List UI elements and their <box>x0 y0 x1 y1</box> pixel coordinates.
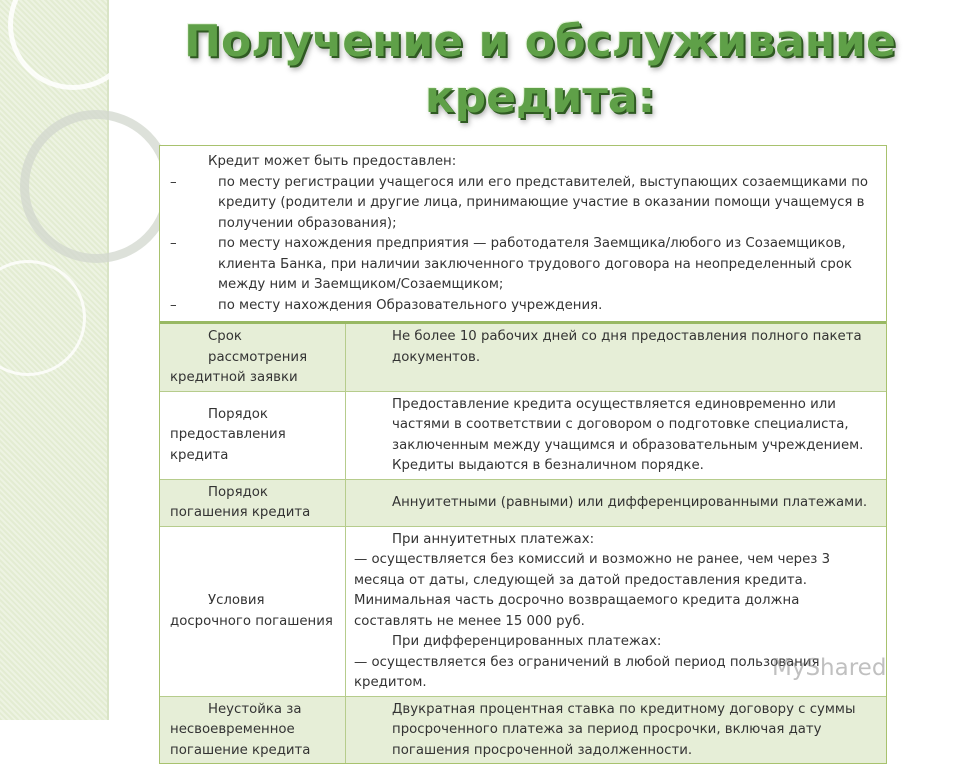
table-row <box>160 480 886 527</box>
list-item <box>170 234 878 296</box>
row-value-text: — осуществляется без ограничений в любой период пользования кредитом. <box>354 654 820 690</box>
row-label-first: Порядок <box>208 406 268 422</box>
list-item <box>170 296 878 317</box>
table-row <box>160 697 886 764</box>
slide-title-line-2: кредита: <box>424 72 656 123</box>
row-label <box>160 324 346 391</box>
row-label <box>160 392 346 479</box>
row-value <box>346 480 886 526</box>
list-item-text: по месту регистрации учащегося или его представителей, выступающих созаемщиками по кредиту (родители и другие лица, принимающие участие в оказании помощи учащемуся в получении образования); <box>218 174 869 231</box>
list-item-text: по месту нахождения Образовательного учреждения. <box>218 297 603 313</box>
row-label-rest: несвоевременное погашение кредита <box>170 722 311 758</box>
list-item-text: по месту нахождения предприятия — работодателя Заемщика/любого из Созаемщиков, клиента Банка, при наличии заключенного трудового договора на неопределенный срок между ним и Заемщиком/Созаемщиком; <box>218 236 853 292</box>
row-value-text: Предоставление кредита осуществляется единовременно или частями в соответствии с договором о подготовке специалиста, заключенным между учащимся и образовательным учреждением. Кредиты выдаются в безналичном порядке. <box>392 396 864 473</box>
table-row <box>160 324 886 392</box>
row-value <box>346 324 886 391</box>
row-value <box>346 392 886 479</box>
decorative-circle <box>20 110 173 263</box>
decorative-circle <box>0 260 86 376</box>
row-label <box>160 697 346 764</box>
row-value <box>346 697 886 764</box>
row-label-first: Неустойка за <box>208 701 302 717</box>
row-label-rest: предоставления кредита <box>170 427 286 463</box>
row-value-text: Двукратная процентная ставка по кредитному договору с суммы просроченного платежа за период просрочки, включая дату погашения просроченной задолженности. <box>392 701 856 758</box>
row-label-rest: кредитной заявки <box>170 370 298 385</box>
list-marker: – <box>170 174 177 190</box>
slide-title <box>160 14 920 126</box>
row-value-text: Аннуитетными (равными) или дифференцированными платежами. <box>392 494 868 510</box>
row-label-rest: погашения кредита <box>170 505 311 520</box>
row-value-text: При аннуитетных платежах: <box>392 531 595 547</box>
list-item <box>170 173 878 235</box>
row-label <box>160 527 346 696</box>
row-label <box>160 480 346 526</box>
watermark: MyShared <box>772 655 887 681</box>
row-label-first: Условия <box>208 593 265 608</box>
row-label-first: Порядок <box>208 484 268 500</box>
row-value-text: — осуществляется без комиссий и возможно не ранее, чем через 3 месяца от даты, следующей за датой предоставления кредита. Минимальная часть досрочно возвращаемого кредита должна составлять не менее 15 000 руб. <box>354 552 831 629</box>
row-value-text: При дифференцированных платежах: <box>392 634 662 649</box>
intro-block <box>160 146 886 324</box>
decorative-side-strip <box>0 0 109 720</box>
list-marker: – <box>170 236 177 251</box>
slide-title-line-1: Получение и обслуживание <box>184 16 896 67</box>
row-label-first: Срок рассмотрения <box>208 329 308 365</box>
list-marker: – <box>170 297 177 313</box>
row-value-text: Не более 10 рабочих дней со дня предоставления полного пакета документов. <box>392 329 862 365</box>
table-row <box>160 392 886 480</box>
row-label-rest: досрочного погашения <box>170 613 333 629</box>
intro-heading: Кредит может быть предоставлен: <box>208 154 457 169</box>
decorative-circle <box>8 0 138 90</box>
